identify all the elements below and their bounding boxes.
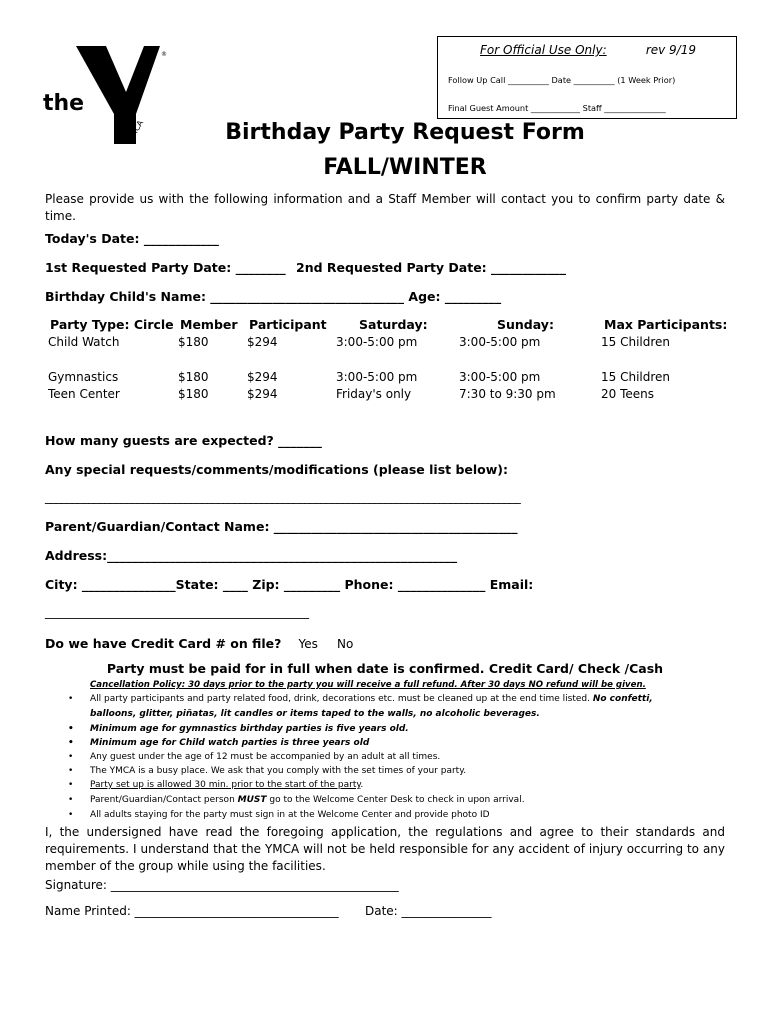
list-item: • All party participants and party related food, drink, decorations etc. must be cleaned up at the end time listed. No confetti, <box>68 694 653 704</box>
list-item-continued: balloons, glitter, piñatas, lit candles or items taped to the walls, no alcoholic beverages. <box>90 709 540 719</box>
table-cell: 3:00-5:00 pm <box>336 335 418 349</box>
logo-the-text: the <box>43 91 85 116</box>
table-cell[interactable]: $294 <box>247 370 278 384</box>
cancellation-policy: Cancellation Policy: 30 days prior to the party you will receive a full refund. After 30 days NO refund will be given. <box>90 680 646 690</box>
official-use-title: For Official Use Only: <box>480 43 607 57</box>
list-item: • Any guest under the age of 12 must be accompanied by an adult at all times. <box>68 752 441 762</box>
credit-card-row <box>45 633 353 652</box>
date-field[interactable]: Date: _______________ <box>365 904 492 918</box>
child-name-age-field[interactable]: Birthday Child's Name: _______________________________ Age: _________ <box>45 289 502 304</box>
name-printed-field[interactable]: Name Printed: __________________________________ <box>45 904 339 918</box>
header-sunday: Sunday: <box>497 317 554 332</box>
todays-date-field[interactable]: Today's Date: ____________ <box>45 231 219 246</box>
table-cell: 15 Children <box>601 335 671 349</box>
agreement-text: I, the undersigned have read the foregoing application, the regulations and agree to their standards and requirements. I understand that the YMCA will not be held responsible for any accident of injury occurring to any member of the group while using the facilities. <box>45 825 725 873</box>
revision-label: rev 9/19 <box>645 43 696 57</box>
table-cell[interactable]: $294 <box>247 335 278 349</box>
list-item: • All adults staying for the party must sign in at the Welcome Center and provide photo ID <box>68 810 490 820</box>
follow-up-row: Follow Up Call __________ Date __________ (1 Week Prior) <box>448 75 676 85</box>
table-cell: 3:00-5:00 pm <box>459 370 541 384</box>
credit-yes-option[interactable]: Yes <box>298 637 318 651</box>
table-cell[interactable]: $180 <box>178 370 209 384</box>
logo-ymca-text: YMCA <box>125 118 146 143</box>
list-item: • Parent/Guardian/Contact person MUST go to the Welcome Center Desk to check in upon arrival. <box>68 795 525 805</box>
list-item: • Minimum age for Child watch parties is three years old <box>68 738 370 748</box>
first-party-date-field[interactable]: 1st Requested Party Date: ________ <box>45 260 286 275</box>
special-requests-line[interactable]: ________________________________________________________________________________________ <box>45 490 521 504</box>
second-party-date-field[interactable]: 2nd Requested Party Date: ____________ <box>296 260 567 275</box>
form-title: Birthday Party Request Form <box>225 120 585 145</box>
table-cell: 15 Children <box>601 370 671 384</box>
table-cell[interactable]: Gymnastics <box>48 370 119 384</box>
email-line[interactable]: ____________________________________________ <box>45 605 309 619</box>
credit-no-option[interactable]: No <box>336 637 354 651</box>
form-subtitle: FALL/WINTER <box>323 155 487 180</box>
list-item: • Minimum age for gymnastics birthday parties is five years old. <box>68 724 409 734</box>
intro-text: Please provide us with the following information and a Staff Member will contact you to confirm party date & time. <box>45 192 725 223</box>
credit-card-question: Do we have Credit Card # on file? <box>45 636 282 651</box>
table-cell[interactable]: $294 <box>247 387 278 401</box>
list-item: • Party set up is allowed 30 min. prior to the start of the party. <box>68 780 364 790</box>
table-cell: Friday's only <box>336 387 412 401</box>
table-cell: 3:00-5:00 pm <box>336 370 418 384</box>
header-participant: Participant <box>249 317 327 332</box>
parent-name-field[interactable]: Parent/Guardian/Contact Name: _______________________________________ <box>45 519 518 534</box>
table-cell: 7:30 to 9:30 pm <box>459 387 556 401</box>
payment-notice: Party must be paid for in full when date is confirmed. Credit Card/ Check /Cash <box>106 661 664 676</box>
special-requests-label: Any special requests/comments/modifications (please list below): <box>45 462 509 477</box>
address-field[interactable]: Address:________________________________________________________ <box>45 548 458 563</box>
table-cell[interactable]: $180 <box>178 387 209 401</box>
table-cell[interactable]: Child Watch <box>48 335 120 349</box>
official-use-box <box>437 36 737 119</box>
header-saturday: Saturday: <box>359 317 428 332</box>
final-guest-row: Final Guest Amount ____________ Staff _______________ <box>448 103 666 113</box>
table-cell[interactable]: Teen Center <box>48 387 120 401</box>
guest-count-field[interactable]: How many guests are expected? _______ <box>45 433 322 448</box>
table-cell: 20 Teens <box>601 387 654 401</box>
header-party-type: Party Type: Circle <box>50 317 174 332</box>
city-state-zip-phone-email-field[interactable]: City: _______________State: ____ Zip: _________ Phone: ______________ Email: <box>45 577 534 592</box>
header-max-participants: Max Participants: <box>604 317 728 332</box>
table-cell: 3:00-5:00 pm <box>459 335 541 349</box>
table-cell[interactable]: $180 <box>178 335 209 349</box>
logo-registered-mark: ® <box>161 51 167 58</box>
signature-field[interactable]: Signature: ________________________________________________ <box>45 878 399 892</box>
list-item: • The YMCA is a busy place. We ask that you comply with the set times of your party. <box>68 766 467 776</box>
header-member: Member <box>180 317 238 332</box>
